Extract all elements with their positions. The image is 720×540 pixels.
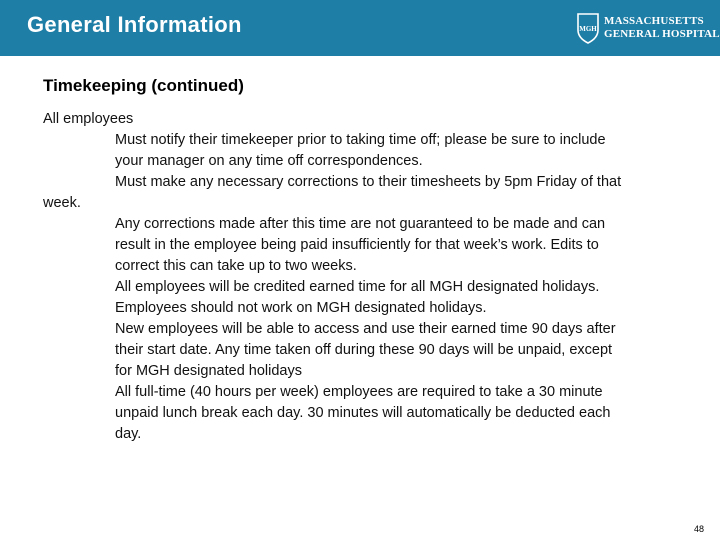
text-line (43, 214, 693, 235)
line-text: your manager on any time off correspondences. (115, 153, 423, 169)
text-line (43, 109, 693, 130)
line-text: for MGH designated holidays (115, 363, 302, 379)
hospital-logo (576, 10, 720, 48)
text-line (43, 256, 693, 277)
text-line (43, 361, 693, 382)
text-line (43, 235, 693, 256)
logo-line-2: GENERAL HOSPITAL (604, 28, 720, 40)
line-text: their start date. Any time taken off during these 90 days will be unpaid, except (115, 342, 613, 358)
line-lead: All (115, 279, 132, 295)
page-title: General Information (27, 12, 242, 37)
line-text: make any necessary corrections to their timesheets by 5pm Friday of that (146, 174, 622, 190)
text-line (43, 277, 693, 298)
line-text: All employees (43, 111, 134, 127)
line-lead: Must (115, 174, 147, 190)
text-line (43, 193, 693, 214)
text-line (43, 340, 693, 361)
text-line (43, 424, 693, 445)
text-line (43, 319, 693, 340)
logo-line-1: MASSACHUSETTS (604, 15, 704, 27)
line-text: employees will be credited earned time for all MGH designated holidays. (131, 279, 600, 295)
text-line (43, 130, 693, 151)
line-text: notify their timekeeper prior to taking time off; please be sure to include (146, 132, 606, 148)
line-text: unpaid lunch break each day. 30 minutes will automatically be deducted each (115, 405, 611, 421)
line-lead: Any (115, 216, 140, 232)
section-subtitle: Timekeeping (continued) (43, 76, 244, 95)
text-line (43, 403, 693, 424)
line-text: corrections made after this time are not guaranteed to be made and can (140, 216, 606, 232)
line-lead: New (115, 321, 145, 337)
shield-icon (576, 12, 600, 44)
line-text: full-time (40 hours per week) employees are required to take a 30 minute (131, 384, 603, 400)
line-text: result in the employee being paid insufficiently for that week’s work. Edits to (115, 237, 599, 253)
page-number: 48 (694, 524, 705, 534)
line-lead: All (115, 384, 132, 400)
body-text (43, 109, 693, 445)
line-text: employees will be able to access and use their earned time 90 days after (144, 321, 616, 337)
line-text: day. (115, 426, 142, 442)
line-lead: Must (115, 132, 147, 148)
text-line (43, 172, 693, 193)
shield-text: MGH (579, 25, 597, 33)
line-text: week. (43, 195, 81, 211)
line-text: Employees should not work on MGH designated holidays. (115, 300, 487, 316)
line-text: correct this can take up to two weeks. (115, 258, 357, 274)
text-line (43, 298, 693, 319)
text-line (43, 151, 693, 172)
text-line (43, 382, 693, 403)
header-bar (0, 0, 720, 56)
